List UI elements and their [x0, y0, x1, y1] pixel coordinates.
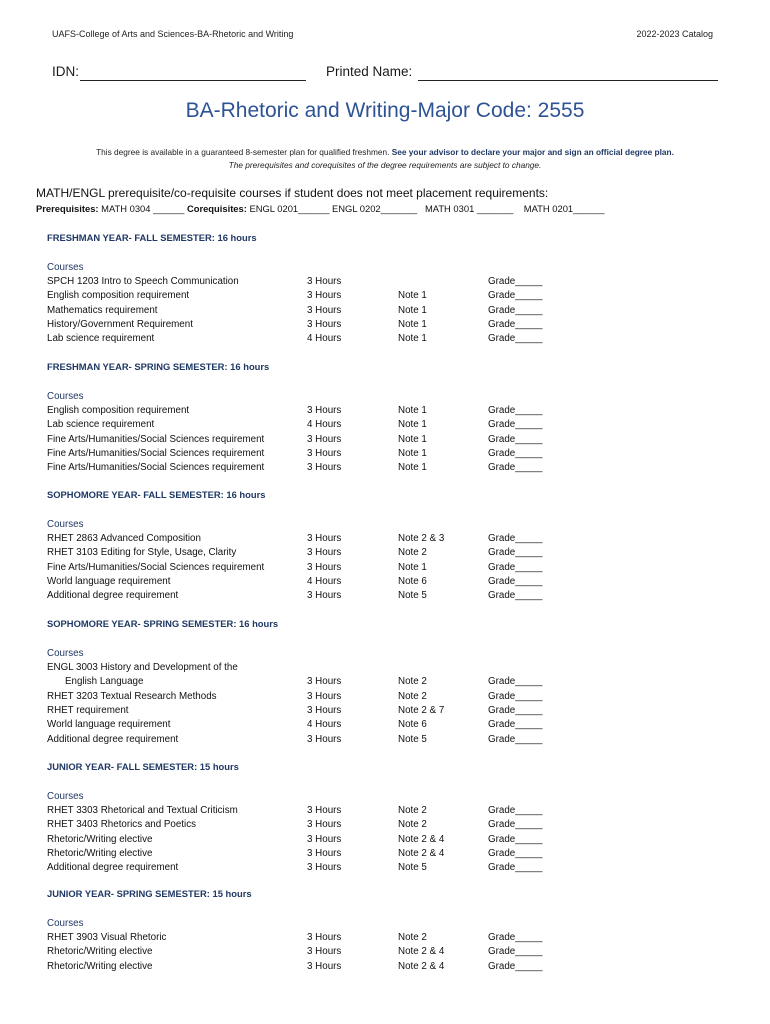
course-name: English composition requirement — [47, 290, 190, 302]
course-row — [47, 734, 607, 748]
course-row — [47, 405, 607, 419]
course-hours: 4 Hours — [307, 419, 342, 431]
course-hours: 3 Hours — [307, 690, 342, 702]
course-name: History/Government Requirement — [47, 318, 193, 330]
course-note: Note 2 & 4 — [398, 833, 445, 845]
course-grade[interactable]: Grade_____ — [488, 833, 543, 845]
course-hours: 3 Hours — [307, 290, 342, 302]
course-name: Additional degree requirement — [47, 590, 179, 602]
course-note: Note 2 — [398, 690, 427, 702]
course-hours: 3 Hours — [307, 318, 342, 330]
course-grade[interactable]: Grade_____ — [488, 433, 543, 445]
course-grade[interactable]: Grade_____ — [488, 932, 543, 943]
course-note: Note 5 — [398, 733, 427, 745]
course-row — [47, 719, 607, 733]
semester-heading: SOPHOMORE YEAR- SPRING SEMESTER: 16 hours — [47, 618, 279, 629]
course-grade[interactable]: Grade_____ — [488, 462, 543, 474]
course-note: Note 1 — [398, 318, 427, 330]
course-row — [47, 834, 607, 848]
course-note: Note 1 — [398, 419, 427, 431]
course-row — [47, 448, 607, 462]
course-note: Note 2 & 4 — [398, 847, 445, 859]
course-name: ENGL 3003 History and Development of the — [47, 662, 238, 673]
course-name: Fine Arts/Humanities/Social Sciences requirement — [47, 433, 265, 445]
course-row — [47, 946, 607, 960]
course-row — [47, 276, 607, 290]
idn-field[interactable] — [80, 80, 306, 81]
course-hours: 3 Hours — [307, 561, 342, 573]
courses-label: Courses — [47, 791, 84, 802]
course-grade[interactable]: Grade_____ — [488, 333, 543, 345]
course-row — [47, 819, 607, 833]
courses-label: Courses — [47, 519, 84, 530]
course-row — [47, 290, 607, 304]
course-note: Note 2 — [398, 676, 427, 688]
course-note: Note 2 — [398, 547, 427, 559]
running-header-catalog-year: 2022-2023 Catalog — [636, 29, 713, 39]
coreq-value: ENGL 0201______ ENGL 0202_______ MATH 0301 _______ MATH 0201______ — [246, 203, 605, 214]
course-name: RHET 2863 Advanced Composition — [47, 533, 201, 544]
courses-label: Courses — [47, 648, 84, 659]
prereq-label: Prerequisites: — [36, 203, 99, 214]
course-name: World language requirement — [47, 719, 171, 731]
course-name: English Language — [65, 676, 144, 688]
course-grade[interactable]: Grade_____ — [488, 946, 543, 958]
course-name: Rhetoric/Writing elective — [47, 960, 153, 972]
course-hours: 3 Hours — [307, 447, 342, 459]
course-grade[interactable]: Grade_____ — [488, 561, 543, 573]
course-hours: 3 Hours — [307, 932, 342, 943]
course-note: Note 2 — [398, 805, 427, 816]
course-grade[interactable]: Grade_____ — [488, 819, 543, 831]
course-hours: 3 Hours — [307, 805, 342, 816]
course-name: Lab science requirement — [47, 419, 155, 431]
course-hours: 3 Hours — [307, 946, 342, 958]
course-row — [47, 576, 607, 590]
course-grade[interactable]: Grade_____ — [488, 960, 543, 972]
prereq-value: MATH 0304 ______ — [98, 203, 187, 214]
course-name: RHET 3403 Rhetorics and Poetics — [47, 819, 197, 831]
course-name: Fine Arts/Humanities/Social Sciences requirement — [47, 561, 265, 573]
course-name: Fine Arts/Humanities/Social Sciences requirement — [47, 447, 265, 459]
course-row — [47, 848, 607, 862]
course-grade[interactable]: Grade_____ — [488, 318, 543, 330]
course-note: Note 1 — [398, 433, 427, 445]
course-grade[interactable]: Grade_____ — [488, 447, 543, 459]
course-name: Additional degree requirement — [47, 862, 179, 874]
course-name: Fine Arts/Humanities/Social Sciences requirement — [47, 462, 265, 474]
semester-heading: JUNIOR YEAR- SPRING SEMESTER: 15 hours — [47, 888, 252, 899]
course-hours: 3 Hours — [307, 433, 342, 445]
course-note: Note 1 — [398, 333, 427, 345]
page-title: BA-Rhetoric and Writing-Major Code: 2555 — [185, 99, 585, 122]
course-note: Note 1 — [398, 447, 427, 459]
course-grade[interactable]: Grade_____ — [488, 847, 543, 859]
course-hours: 3 Hours — [307, 533, 342, 544]
course-hours: 4 Hours — [307, 333, 342, 345]
course-name: Additional degree requirement — [47, 733, 179, 745]
semester-heading: SOPHOMORE YEAR- FALL SEMESTER: 16 hours — [47, 489, 266, 500]
course-name: Lab science requirement — [47, 333, 155, 345]
course-hours: 3 Hours — [307, 819, 342, 831]
courses-label: Courses — [47, 262, 84, 273]
intro-availability-text: This degree is available in a guaranteed 8-semester plan for qualified freshmen. — [96, 147, 392, 157]
course-hours: 4 Hours — [307, 719, 342, 731]
course-row — [47, 862, 607, 876]
course-hours: 3 Hours — [307, 276, 342, 287]
course-name: RHET 3103 Editing for Style, Usage, Clarity — [47, 547, 237, 559]
course-note: Note 5 — [398, 862, 427, 874]
course-grade[interactable]: Grade_____ — [488, 805, 543, 816]
id-row — [52, 64, 718, 84]
course-hours: 3 Hours — [307, 833, 342, 845]
course-row — [47, 547, 607, 561]
course-row — [47, 434, 607, 448]
course-note: Note 1 — [398, 290, 427, 302]
prereq-line — [36, 203, 604, 214]
course-note: Note 5 — [398, 590, 427, 602]
course-name: Rhetoric/Writing elective — [47, 847, 153, 859]
course-note: Note 2 & 7 — [398, 704, 445, 716]
course-grade[interactable]: Grade_____ — [488, 419, 543, 431]
course-note: Note 1 — [398, 462, 427, 474]
course-name: SPCH 1203 Intro to Speech Communication — [47, 276, 239, 287]
course-row — [47, 333, 607, 347]
course-name: Rhetoric/Writing elective — [47, 946, 153, 958]
course-grade[interactable]: Grade_____ — [488, 276, 543, 287]
course-note: Note 2 & 4 — [398, 960, 445, 972]
intro-line-1 — [0, 147, 770, 157]
course-hours: 3 Hours — [307, 676, 342, 688]
course-grade[interactable]: Grade_____ — [488, 405, 543, 416]
course-note: Note 1 — [398, 405, 427, 416]
course-hours: 3 Hours — [307, 405, 342, 416]
course-hours: 3 Hours — [307, 847, 342, 859]
printed-name-field[interactable] — [418, 80, 718, 81]
course-hours: 3 Hours — [307, 547, 342, 559]
intro-advisor-text: See your advisor to declare your major and sign an official degree plan. — [391, 147, 674, 157]
course-note: Note 2 & 4 — [398, 946, 445, 958]
semester-heading: JUNIOR YEAR- FALL SEMESTER: 15 hours — [47, 761, 239, 772]
semester-heading: FRESHMAN YEAR- FALL SEMESTER: 16 hours — [47, 232, 257, 243]
course-hours: 3 Hours — [307, 733, 342, 745]
course-note: Note 6 — [398, 719, 427, 731]
course-grade[interactable]: Grade_____ — [488, 304, 543, 316]
course-row — [47, 705, 607, 719]
course-note: Note 2 & 3 — [398, 533, 445, 544]
course-grade[interactable]: Grade_____ — [488, 533, 543, 544]
course-row — [47, 932, 607, 946]
course-grade[interactable]: Grade_____ — [488, 676, 543, 688]
course-hours: 3 Hours — [307, 462, 342, 474]
course-grade[interactable]: Grade_____ — [488, 575, 543, 587]
course-hours: 3 Hours — [307, 304, 342, 316]
course-name: World language requirement — [47, 575, 171, 587]
course-grade[interactable]: Grade_____ — [488, 547, 543, 559]
course-hours: 3 Hours — [307, 862, 342, 874]
course-name: RHET requirement — [47, 704, 129, 716]
course-hours: 3 Hours — [307, 960, 342, 972]
coreq-label: Corequisites: — [186, 203, 247, 214]
courses-label: Courses — [47, 918, 84, 929]
course-grade[interactable]: Grade_____ — [488, 690, 543, 702]
course-name: RHET 3303 Rhetorical and Textual Criticism — [47, 805, 238, 816]
course-note: Note 2 — [398, 932, 427, 943]
courses-label: Courses — [47, 391, 84, 402]
semester-heading: FRESHMAN YEAR- SPRING SEMESTER: 16 hours — [47, 361, 270, 372]
course-note: Note 1 — [398, 304, 427, 316]
course-row — [47, 319, 607, 333]
course-grade[interactable]: Grade_____ — [488, 704, 543, 716]
course-grade[interactable]: Grade_____ — [488, 290, 543, 302]
course-row — [47, 562, 607, 576]
course-note: Note 2 — [398, 819, 427, 831]
course-row — [47, 691, 607, 705]
math-engl-requirement: MATH/ENGL prerequisite/co-requisite courses if student does not meet placement requirements: — [36, 186, 549, 200]
course-row — [47, 805, 607, 819]
course-hours: 3 Hours — [307, 704, 342, 716]
course-grade[interactable]: Grade_____ — [488, 590, 543, 602]
course-name: Mathematics requirement — [47, 304, 158, 316]
course-row — [47, 961, 607, 975]
printed-name-label: Printed Name: — [326, 64, 413, 79]
course-grade[interactable]: Grade_____ — [488, 862, 543, 874]
course-grade[interactable]: Grade_____ — [488, 733, 543, 745]
course-row — [47, 590, 607, 604]
course-name: English composition requirement — [47, 405, 190, 416]
course-row — [47, 419, 607, 433]
course-hours: 4 Hours — [307, 575, 342, 587]
course-note: Note 1 — [398, 561, 427, 573]
running-header-title: UAFS-College of Arts and Sciences-BA-Rhetoric and Writing — [52, 29, 294, 39]
course-row — [47, 676, 607, 690]
course-grade[interactable]: Grade_____ — [488, 719, 543, 731]
intro-line-2: The prerequisites and corequisites of the degree requirements are subject to change. — [228, 160, 542, 170]
course-note: Note 6 — [398, 575, 427, 587]
course-name: Rhetoric/Writing elective — [47, 833, 153, 845]
course-row — [47, 305, 607, 319]
course-row — [47, 533, 607, 547]
course-row — [47, 662, 607, 676]
course-name: RHET 3203 Textual Research Methods — [47, 690, 217, 702]
course-name: RHET 3903 Visual Rhetoric — [47, 932, 167, 943]
course-row — [47, 462, 607, 476]
idn-label: IDN: — [52, 64, 79, 79]
course-hours: 3 Hours — [307, 590, 342, 602]
